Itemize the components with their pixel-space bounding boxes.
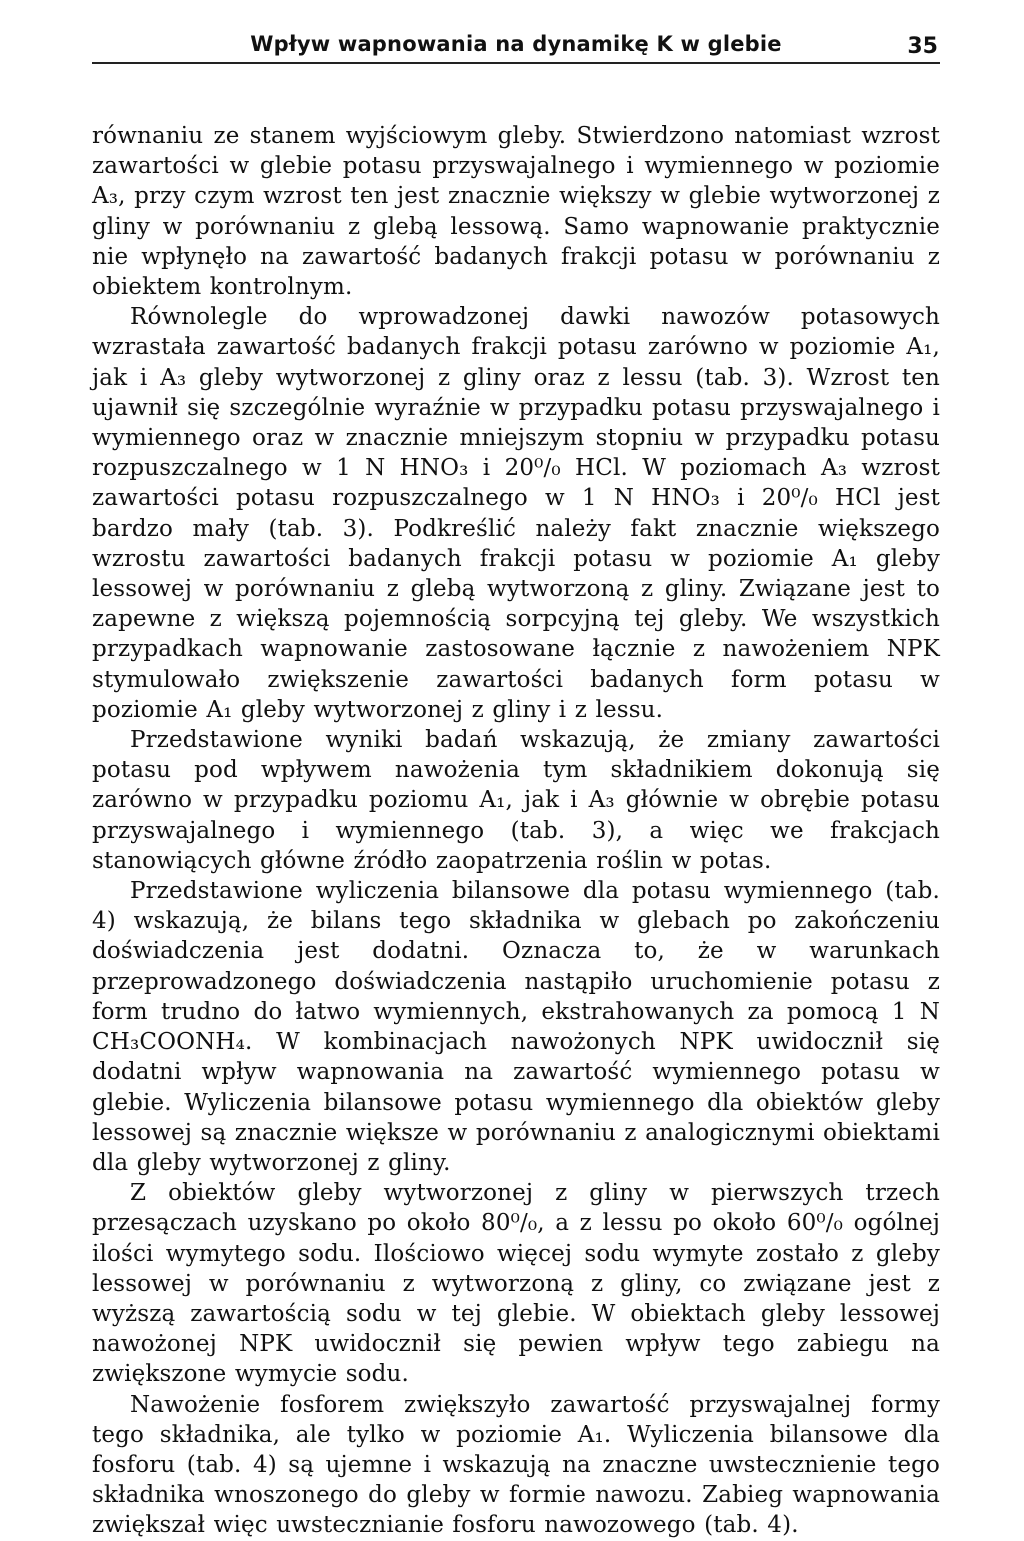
paragraph: Nawożenie fosforem zwiększyło zawartość przyswajalnej formy tego składnika, ale tylko w poziomie A₁. Wyliczenia bilansowe dla fosforu (tab. 4) są ujemne i wskazują na znaczne uwstecznienie tego składnika wnoszonego do gleby w formie nawozu. Zabieg wapnowania zwiększał więc uwstecznianie fosforu nawozowego (tab. 4).	[92, 1391, 940, 1539]
paragraph: Przedstawione wyniki badań wskazują, że zmiany zawartości potasu pod wpływem nawożenia tym składnikiem dokonują się zarówno w przypadku poziomu A₁, jak i A₃ głównie w obrębie potasu przyswajalnego i wymiennego (tab. 3), a więc we frakcjach stanowiących główne źródło zaopatrzenia roślin w potas.	[92, 727, 940, 874]
page-number: 35	[907, 34, 938, 59]
running-header	[92, 28, 940, 64]
paragraph-continued: równaniu ze stanem wyjściowym gleby. Stwierdzono natomiast wzrost zawartości w glebie potasu przyswajalnego i wymiennego w poziomie A₃, przy czym wzrost ten jest znacznie większy w glebie wytworzonej z gliny w porównaniu z glebą lessową. Samo wapnowanie praktycznie nie wpłynęło na zawartość badanych frakcji potasu w porównaniu z obiektem kontrolnym.	[92, 123, 940, 301]
paragraph: Z obiektów gleby wytworzonej z gliny w pierwszych trzech przesączach uzyskano po około 80⁰/₀, a z lessu po około 60⁰/₀ ogólnej ilości wymytego sodu. Ilościowo więcej sodu wymyte zostało z gleby lessowej w porównaniu z wytworzoną z gliny, co związane jest z wyższą zawartością sodu w tej glebie. W obiektach gleby lessowej nawożonej NPK uwidocznił się pewien wpływ tego zabiegu na zwiększone wymycie sodu.	[92, 1180, 940, 1388]
document-page	[92, 28, 940, 1541]
paragraph: Równolegle do wprowadzonej dawki nawozów potasowych wzrastała zawartość badanych frakcji potasu zarówno w poziomie A₁, jak i A₃ gleby wytworzonej z gliny oraz z lessu (tab. 3). Wzrost ten ujawnił się szczególnie wyraźnie w przypadku potasu przyswajalnego i wymiennego oraz w znacznie mniejszym stopniu w przypadku potasu rozpuszczalnego w 1 N HNO₃ i 20⁰/₀ HCl. W poziomach A₃ wzrost zawartości potasu rozpuszczalnego w 1 N HNO₃ i 20⁰/₀ HCl jest bardzo mały (tab. 3). Podkreślić należy fakt znacznie większego wzrostu zawartości badanych frakcji potasu w poziomie A₁ gleby lessowej w porównaniu z glebą wytworzoną z gliny. Związane jest to zapewne z większą pojemnością sorpcyjną tej gleby. We wszystkich przypadkach wapnowanie zastosowane łącznie z nawożeniem NPK stymulowało zwiększenie zawartości badanych form potasu w poziomie A₁ gleby wytworzonej z gliny i z lessu.	[92, 304, 940, 723]
paragraph: Przedstawione wyliczenia bilansowe dla potasu wymiennego (tab. 4) wskazują, że bilans tego składnika w glebach po zakończeniu doświadczenia jest dodatni. Oznacza to, że w warunkach przeprowadzonego doświadczenia nastąpiło uruchomienie potasu z form trudno do łatwo wymiennych, ekstrahowanych za pomocą 1 N CH₃COONH₄. W kombinacjach nawożonych NPK uwidocznił się dodatni wpływ wapnowania na zawartość wymiennego potasu w glebie. Wyliczenia bilansowe potasu wymiennego dla obiektów gleby lessowej są znacznie większe w porównaniu z analogicznymi obiektami dla gleby wytworzonej z gliny.	[92, 878, 940, 1176]
running-title: Wpływ wapnowania na dynamikę K w glebie	[250, 32, 782, 56]
article-body	[92, 121, 940, 1541]
